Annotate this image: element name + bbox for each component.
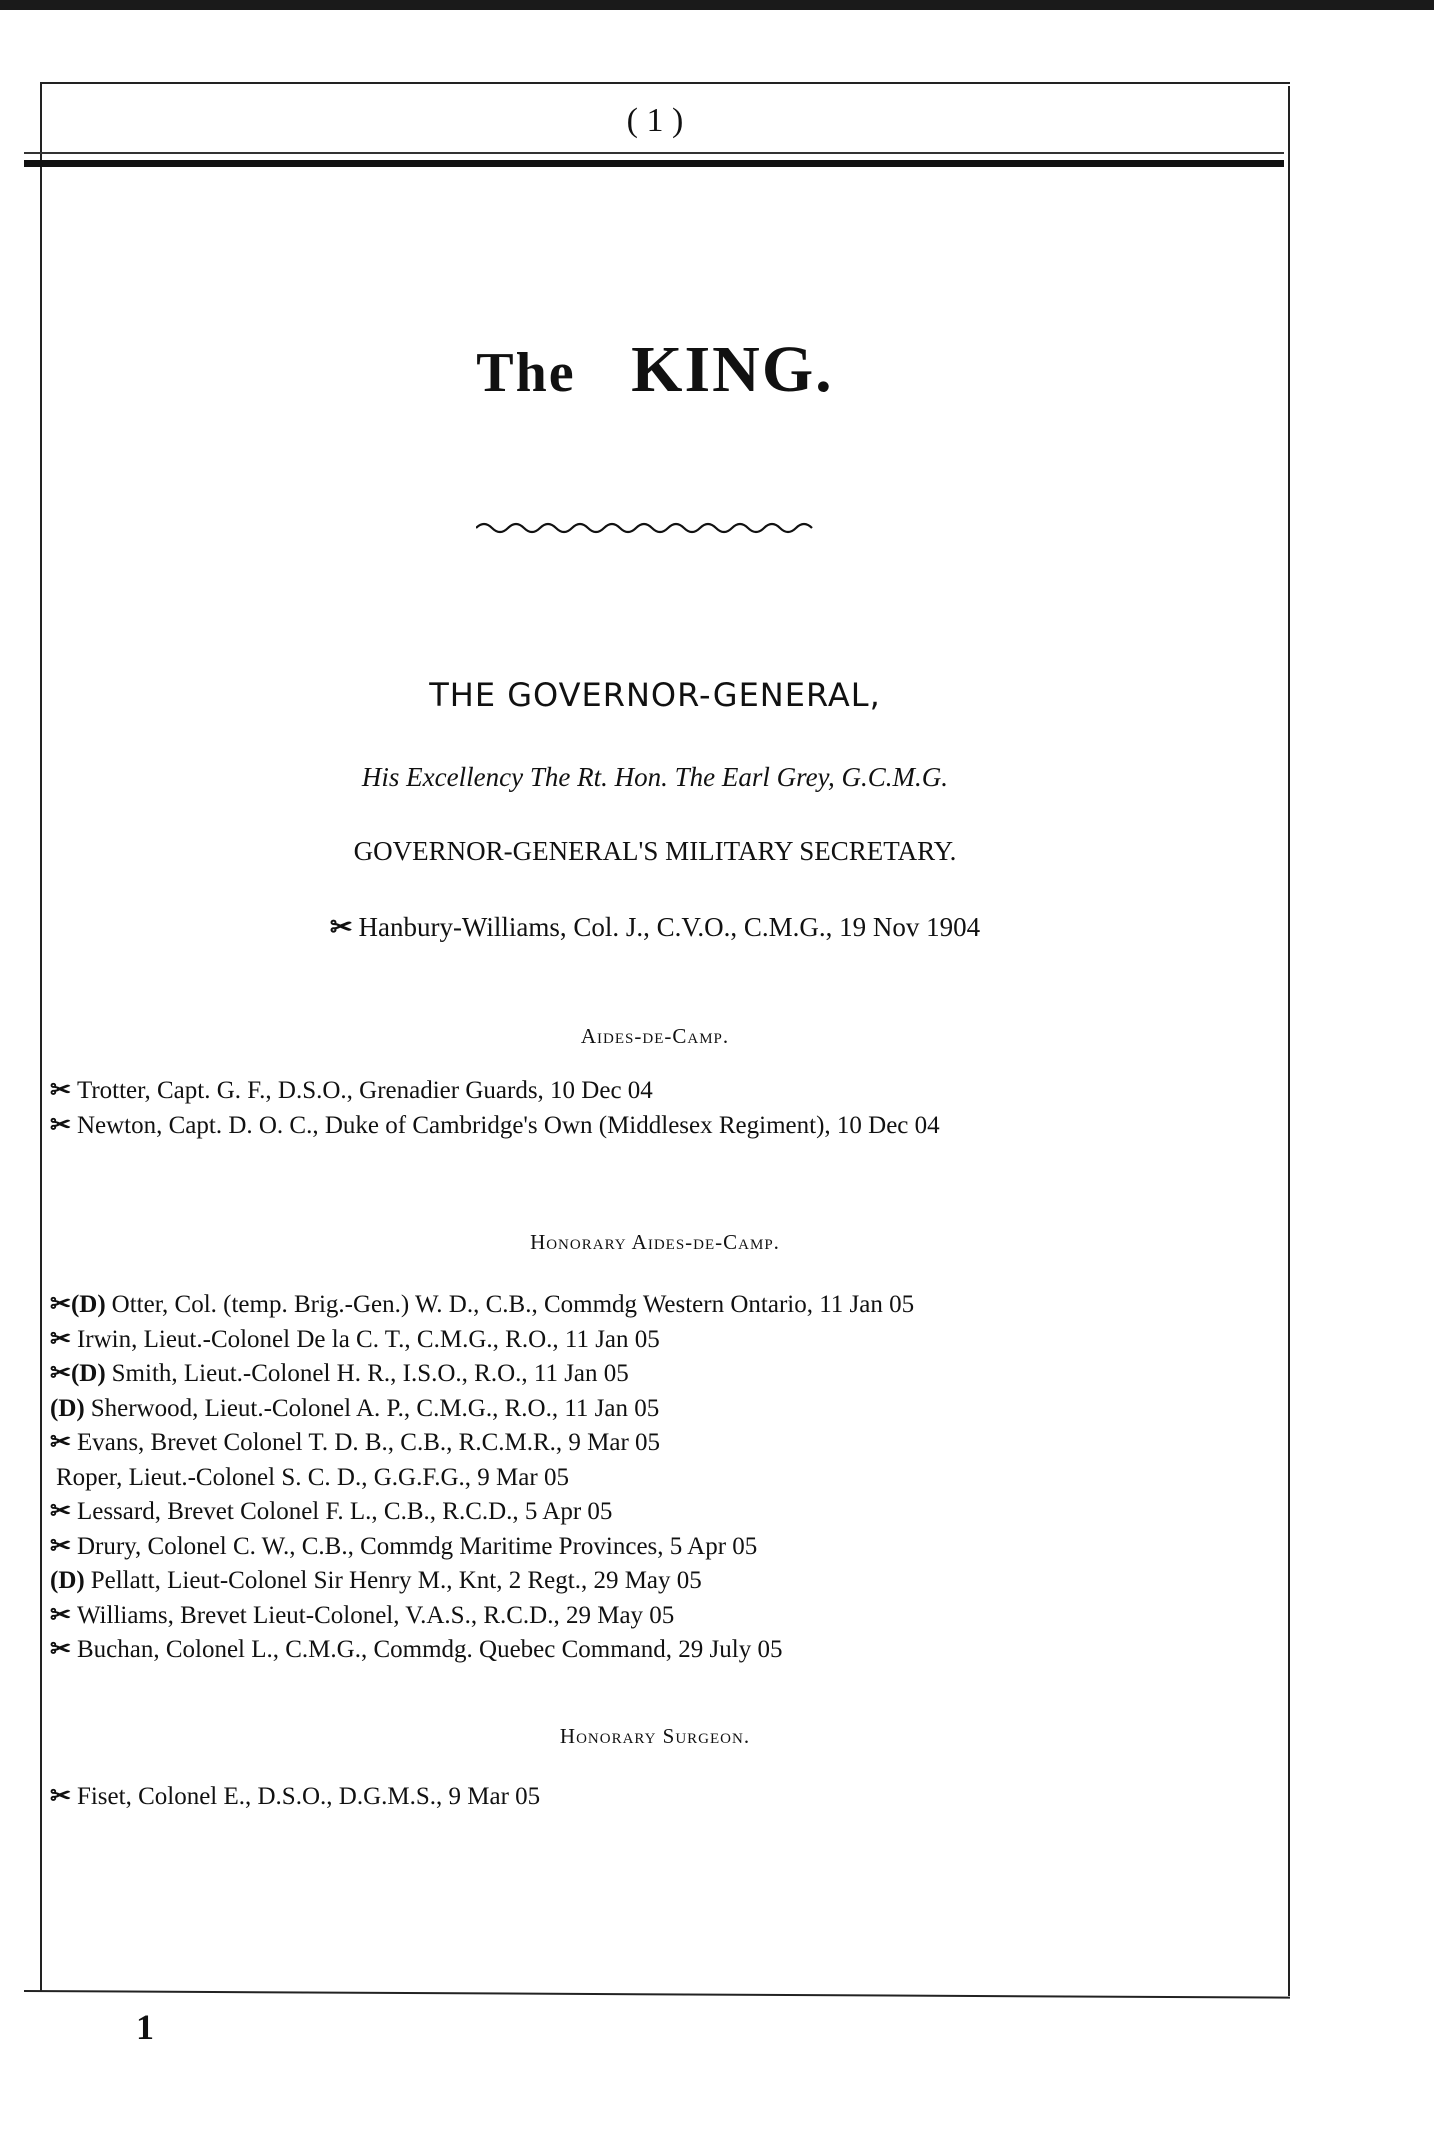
- entry-mark: (D): [50, 1567, 85, 1594]
- honorary-aides-list: [50, 1288, 914, 1668]
- scissors-icon: ✂: [329, 912, 353, 942]
- military-secretary-heading: GOVERNOR-GENERAL'S MILITARY SECRETARY.: [353, 836, 957, 866]
- scissors-icon: ✂: [50, 1783, 71, 1810]
- list-item: [50, 1599, 914, 1634]
- entry-text: Hanbury-Williams, Col. J., C.V.O., C.M.G., 19 Nov 1904: [358, 912, 981, 942]
- entry-text: Lessard, Brevet Colonel F. L., C.B., R.C.D., 5 Apr 05: [76, 1498, 613, 1525]
- entry-text: Williams, Brevet Lieut-Colonel, V.A.S., R.C.D., 29 May 05: [76, 1601, 675, 1629]
- list-item: [50, 1780, 540, 1815]
- list-item: [50, 1461, 914, 1496]
- title-second-word: KING.: [631, 333, 834, 406]
- military-secretary-entry: [0, 912, 1310, 943]
- entry-text: Drury, Colonel C. W., C.B., Commdg Maritime Provinces, 5 Apr 05: [76, 1532, 758, 1560]
- footer-page-number: 1: [136, 2007, 154, 2047]
- honorary-surgeon-list: [50, 1780, 540, 1815]
- entry-text: Irwin, Lieut.-Colonel De la C. T., C.M.G., R.O., 11 Jan 05: [76, 1325, 660, 1353]
- entry-text: Evans, Brevet Colonel T. D. B., C.B., R.C.M.R., 9 Mar 05: [76, 1429, 661, 1456]
- entry-mark: ✂(D): [50, 1291, 106, 1318]
- entry-mark: ✂: [50, 1601, 71, 1629]
- entry-mark: ✂: [50, 1498, 71, 1525]
- list-item: [50, 1426, 914, 1461]
- entry-text: Trotter, Capt. G. F., D.S.O., Grenadier Guards, 10 Dec 04: [76, 1077, 653, 1104]
- list-item: [50, 1357, 914, 1392]
- list-item: [50, 1323, 914, 1358]
- list-item: [50, 1495, 914, 1530]
- entry-text: Buchan, Colonel L., C.M.G., Commdg. Quebec Command, 29 July 05: [76, 1636, 783, 1663]
- scissors-icon: ✂: [50, 1111, 71, 1139]
- page-frame-bottom: [24, 1990, 1290, 1999]
- entry-mark: ✂(D): [50, 1360, 106, 1387]
- entry-text: Otter, Col. (temp. Brig.-Gen.) W. D., C.B., Commdg Western Ontario, 11 Jan 05: [111, 1291, 915, 1318]
- honorary-aides-heading: Honorary Aides-de-Camp.: [530, 1230, 780, 1254]
- page-frame-top: [40, 82, 1290, 84]
- aides-de-camp-heading: Aides-de-Camp.: [580, 1024, 730, 1048]
- scan-edge: [0, 0, 1434, 10]
- entry-mark: (D): [50, 1394, 85, 1422]
- entry-mark: ✂: [50, 1532, 71, 1560]
- governor-general-name: His Excellency The Rt. Hon. The Earl Grey, G.C.M.G.: [361, 762, 949, 792]
- entry-text: Roper, Lieut.-Colonel S. C. D., G.G.F.G., 9 Mar 05: [56, 1463, 569, 1491]
- title-first-word: The: [476, 342, 576, 404]
- governor-general-heading: THE GOVERNOR-GENERAL,: [429, 676, 881, 714]
- list-item: [50, 1109, 940, 1144]
- header-rule-thin: [24, 152, 1284, 154]
- list-item: [50, 1392, 914, 1427]
- list-item: [50, 1288, 914, 1323]
- page-marker: ( 1 ): [626, 102, 684, 139]
- entry-mark: ✂: [50, 1636, 71, 1663]
- aides-de-camp-list: [50, 1074, 940, 1143]
- entry-text: Pellatt, Lieut-Colonel Sir Henry M., Knt, 2 Regt., 29 May 05: [90, 1567, 702, 1594]
- header-rule-thick: [24, 160, 1284, 167]
- list-item: [50, 1633, 914, 1668]
- entry-text: Newton, Capt. D. O. C., Duke of Cambridge's Own (Middlesex Regiment), 10 Dec 04: [76, 1111, 940, 1139]
- entry-text: Sherwood, Lieut.-Colonel A. P., C.M.G., R.O., 11 Jan 05: [90, 1394, 660, 1422]
- entry-mark: ✂: [50, 1429, 71, 1456]
- honorary-surgeon-heading: Honorary Surgeon.: [559, 1724, 751, 1748]
- entry-text: Smith, Lieut.-Colonel H. R., I.S.O., R.O., 11 Jan 05: [111, 1360, 629, 1387]
- ornament-squiggle-icon: [476, 518, 816, 534]
- entry-text: Fiset, Colonel E., D.S.O., D.G.M.S., 9 Mar 05: [76, 1783, 541, 1810]
- list-item: [50, 1564, 914, 1599]
- list-item: [50, 1530, 914, 1565]
- page-title: [0, 332, 1310, 408]
- scissors-icon: ✂: [50, 1077, 71, 1104]
- entry-mark: ✂: [50, 1325, 71, 1353]
- list-item: [50, 1074, 940, 1109]
